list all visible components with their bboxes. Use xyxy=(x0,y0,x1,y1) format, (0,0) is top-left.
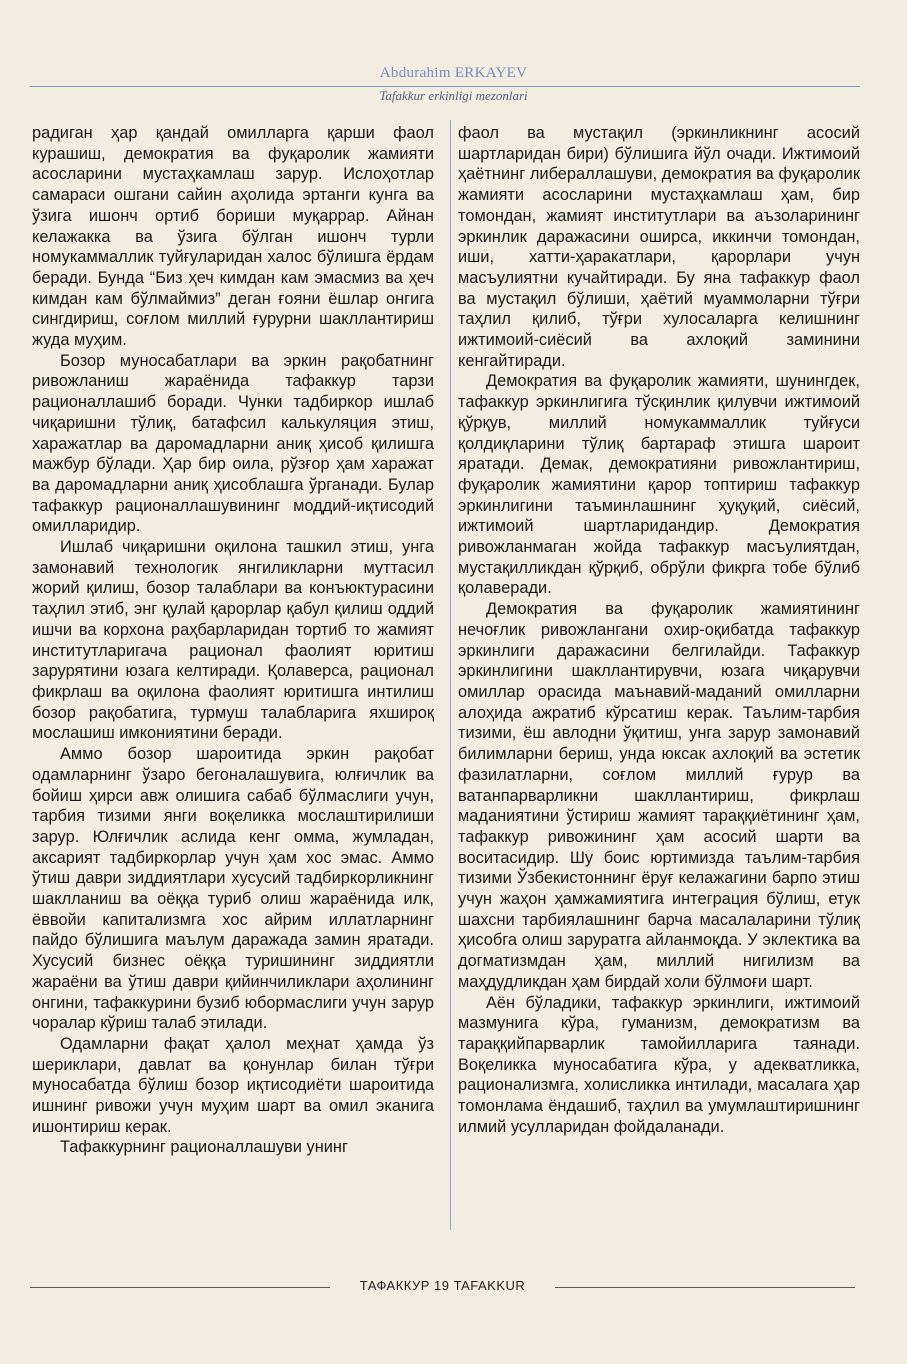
page-footer xyxy=(0,1270,907,1310)
paragraph: Ишлаб чиқаришни оқилона ташкил этиш, унга замонавий технологик янгиликларни муттасил жорий қилиш, бозор талаблари ва конъюктурасини таҳлил этиб, энг қулай қарорлар қабул қилиш оддий ишчи ва корхона раҳбарларидан тортиб то жамият институтларигача рационал фаолият юритиш зарурятини юзага келтиради. Қолаверса, рационал фикрлаш ва оқилона фаолият юритишга интилиш бозор рақобатига, турмуш талабларига яхшироқ мослашиш имкониятини беради. xyxy=(32,538,434,743)
column-divider xyxy=(450,120,451,1230)
author-name: Abdurahim ERKAYEV xyxy=(379,65,528,81)
footer-page-label: ТАФАККУР 19 TAFAKKUR xyxy=(359,1278,526,1293)
page-header xyxy=(0,0,907,103)
right-column xyxy=(458,123,860,1238)
footer-rule-left xyxy=(30,1287,330,1288)
left-column xyxy=(32,123,434,1238)
header-rule xyxy=(30,86,860,87)
paragraph: Одамларни фақат ҳалол меҳнат ҳамда ўз шериклари, давлат ва қонунлар билан тўғри муносабатда бўлиш бозор иқтисодиёти шароитида ишнинг ривожи учун муҳим шарт ва омил эканига ишонтириш керак. xyxy=(32,1034,434,1136)
running-title: Tafakkur erkinligi mezonlari xyxy=(379,88,528,103)
paragraph: Демократия ва фуқаролик жамияти, шунингдек, тафаккур эркинлигига тўсқинлик қилувчи ижтимоий қўрқув, миллий номукаммаллик туйғуси қолдиқларини тўлиқ бартараф этишга шароит яратади. Демак, демократияни ривожлантириш, фуқаролик жамиятини қарор топтириш тафаккур эркинлигини таъминлашнинг ҳуқуқий, сиёсий, ижтимоий шартларидандир. Демократия ривожланмаган жойда тафаккур масъулиятдан, мустақилликдан қўрқиб, обрўли фикрга тобе бўлиб қолаверади. xyxy=(458,372,860,598)
paragraph: радиган ҳар қандай омилларга қарши фаол курашиш, демократия ва фуқаролик жамияти асосларини мустаҳкамлаш зарур. Ислоҳотлар самараси ошгани сайин аҳолида эртанги кунга ва ўзига ишонч ортиб бориши муқаррар. Айнан келажакка ва ўзига бўлган ишонч турли номукаммаллик туйғуларидан халос бўлишга ёрдам беради. Бунда “Биз ҳеч кимдан кам эмасмиз ва ҳеч кимдан кам бўлмаймиз” деган ғояни ёшлар онгига сингдириш, соғлом миллий ғурурни шакллантириш жуда муҳим. xyxy=(32,124,434,350)
paragraph: Аммо бозор шароитида эркин рақобат одамларнинг ўзаро бегоналашувига, юлғичлик ва бойиш ҳирси авж олишига сабаб бўлмаслиги учун, тарбия тизими янги воқеликка мослаштирилиши зарур. Юлғичлик аслида кенг омма, жумладан, аксарият тадбиркорлар учун ҳам хос эмас. Аммо ўтиш даври зиддиятлари хусусий тадбиркорликнинг шаклланиш ва оёққа туриб олиш жараёнида илк, ёввойи капитализмга хос айрим иллатларнинг пайдо бўлишига маълум даражада замин яратади. Хусусий бизнес оёққа туришининг зиддиятли жараёни ва ўтиш даври қийинчиликлари аҳолининг онгини, тафаккурини бузиб юбормаслиги учун зарур чоралар кўриш талаб этилади. xyxy=(32,745,434,1033)
footer-rule-right xyxy=(555,1287,855,1288)
paragraph: Тафаккурнинг рационаллашуви унинг xyxy=(60,1138,348,1157)
paragraph: Демократия ва фуқаролик жамиятининг нечоғлик ривожлангани охир-оқибатда тафаккур эркинлиги даражасини белгилайди. Тафаккур эркинлигини шакллантирувчи, юзага чиқарувчи омиллар орасида маънавий-маданий омилларни алоҳида ажратиб кўрсатиш керак. Таълим-тарбия тизими, ёш авлодни ўқитиш, унга зарур замонавий билимларни бериш, унда юксак ахлоқий ва эстетик фазилатларни, соғлом миллий ғурур ва ватанпарварликни шакллантириш, фикрлаш маданиятини ўстириш жамият тараққиётининг ҳам, тафаккур ривожининг ҳам асосий шарти ва воситасидир. Шу боис юртимизда таълим-тарбия тизими Ўзбекистоннинг ёруғ келажагини барпо этиш учун жаҳон ҳамжамиятига интеграция бўлиш, етук шахсни тарбиялашнинг барча масалаларини тўлиқ ҳисобга олиш заруратга айланмоқда. У эклектика ва догматизмдан ҳам, миллий нигилизм ва маҳдудликдан ҳам бирдай холи бўлмоғи шарт. xyxy=(458,600,860,991)
paragraph: фаол ва мустақил (эркинликнинг асосий шартларидан бири) бўлишига йўл очади. Ижтимоий ҳаётнинг либераллашуви, демократия ва фуқаролик жамияти асосларини мустаҳкамлаш ҳам, бир томондан, жамият институтлари ва аъзоларининг эркинлик даражасини оширса, иккинчи томондан, иши, хатти-ҳаракатлари, қарорлари учун масъулиятни кучайтиради. Бу яна тафаккур фаол ва мустақил бўлиши, ҳаётий муаммоларни тўғри таҳлил қилиб, тўғри хулосаларга келишнинг ижтимоий-сиёсий ва ахлоқий заминини кенгайтиради. xyxy=(458,124,860,370)
paragraph: Аён бўладики, тафаккур эркинлиги, ижтимоий мазмунига кўра, гуманизм, демократизм ва тараққийпарварлик тамойилларига таянади. Воқеликка муносабатига кўра, у адекватликка, рационализмга, холисликка интилади, масалага ҳар томонлама ёндашиб, таҳлил ва умумлаштиришнинг илмий усулларидан фойдаланади. xyxy=(458,993,860,1136)
paragraph: Бозор муносабатлари ва эркин рақобатнинг ривожланиш жараёнида тафаккур тарзи рационаллашиб боради. Чунки тадбиркор ишлаб чиқаришни тўлиқ, батафсил калькуляция этиш, харажатлар ва даромадларни аниқ ҳисоб қилишга мажбур бўлади. Ҳар бир оила, рўзғор ҳам харажат ва даромадларни аниқ ҳисоблашга ўрганади. Булар тафаккур рационаллашувининг моддий-иқтисодий омилларидир. xyxy=(32,351,434,536)
